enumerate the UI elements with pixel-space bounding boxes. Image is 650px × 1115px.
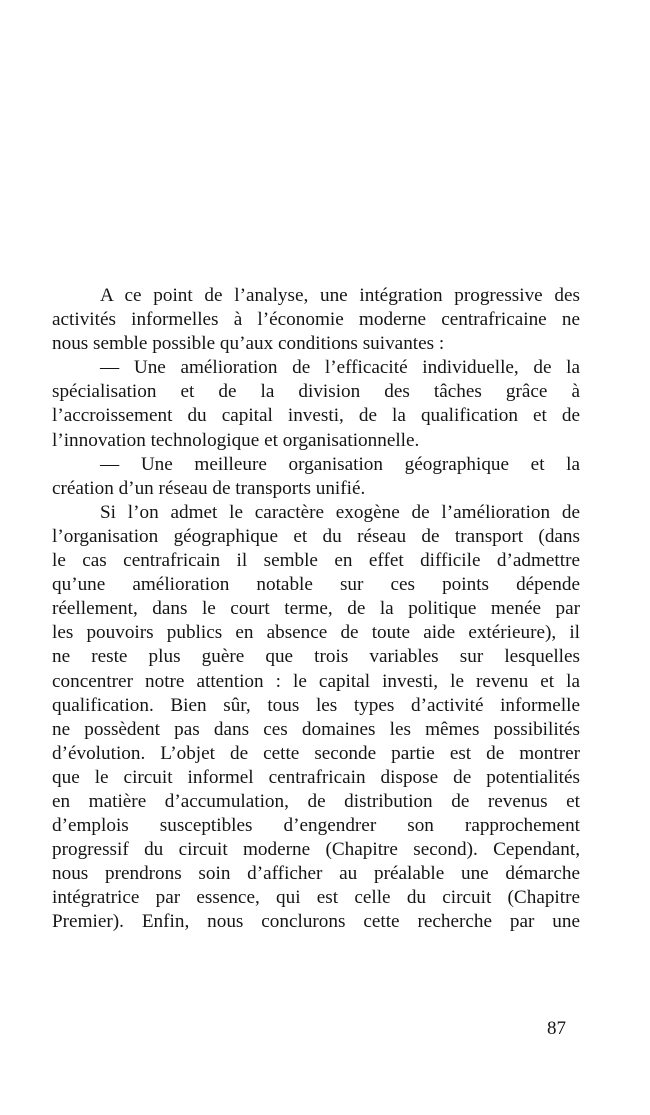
text-line: Si l’on admet le caractère exogène de l’amélioration de <box>100 501 580 523</box>
text-line: — Une amélioration de l’efficacité individuelle, de la <box>100 357 580 379</box>
text-line: réellement, dans le court terme, de la politique menée par <box>52 598 580 620</box>
text-line: d’emplois susceptibles d’engendrer son rapprochement <box>52 815 580 837</box>
paragraph <box>52 356 580 452</box>
text-line: qualification. Bien sûr, tous les types d’activité informelle <box>52 694 580 716</box>
text-line: qu’une amélioration notable sur ces points dépende <box>52 574 580 596</box>
text-line: spécialisation et de la division des tâches grâce à <box>52 381 580 403</box>
page-number: 87 <box>547 1018 566 1039</box>
text-line: nous prendrons soin d’afficher au préalable une démarche <box>52 863 580 885</box>
text-line: concentrer notre attention : le capital investi, le revenu et la <box>52 670 580 692</box>
text-line: l’innovation technologique et organisationnelle. <box>52 429 420 451</box>
text-line: ne reste plus guère que trois variables sur lesquelles <box>52 646 580 668</box>
text-line: d’évolution. L’objet de cette seconde partie est de montrer <box>52 742 580 764</box>
text-line: création d’un réseau de transports unifié. <box>52 477 366 499</box>
paragraph <box>52 453 580 501</box>
text-line: les pouvoirs publics en absence de toute aide extérieure), il <box>52 622 580 644</box>
text-line: ne possèdent pas dans ces domaines les mêmes possibilités <box>52 718 580 740</box>
paragraph <box>52 501 580 935</box>
text-line: nous semble possible qu’aux conditions suivantes : <box>52 333 445 355</box>
text-line: l’organisation géographique et du réseau de transport (dans <box>52 525 580 547</box>
paragraph <box>52 284 580 356</box>
text-line: progressif du circuit moderne (Chapitre second). Cependant, <box>52 839 580 861</box>
text-line: intégratrice par essence, qui est celle du circuit (Chapitre <box>52 887 580 909</box>
text-line: — Une meilleure organisation géographique et la <box>100 453 580 475</box>
text-line: le cas centrafricain il semble en effet difficile d’admettre <box>52 550 580 572</box>
body-text <box>52 284 580 935</box>
text-line: en matière d’accumulation, de distribution de revenus et <box>52 790 580 812</box>
text-line: que le circuit informel centrafricain dispose de potentialités <box>52 766 580 788</box>
text-line: A ce point de l’analyse, une intégration progressive des <box>100 285 580 306</box>
text-line: l’accroissement du capital investi, de la qualification et de <box>52 405 580 427</box>
text-line: activités informelles à l’économie moderne centrafricaine ne <box>52 309 580 331</box>
text-line: Premier). Enfin, nous conclurons cette recherche par une <box>52 911 580 933</box>
